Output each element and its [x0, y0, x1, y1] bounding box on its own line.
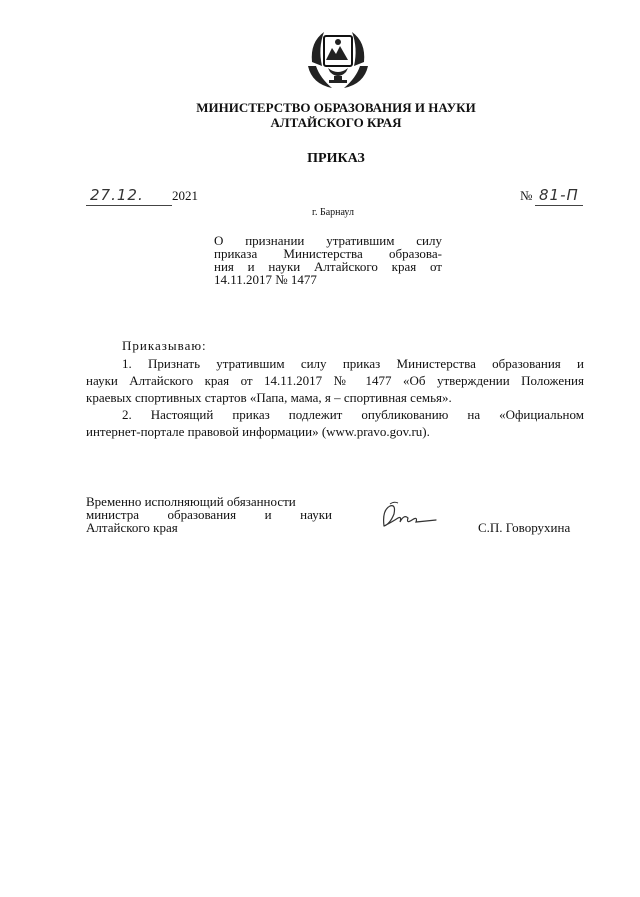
subject-line: О признании утратившим силу: [214, 233, 442, 248]
paragraph-2-line: 2. Настоящий приказ подлежит опубликованию на «Официальном: [122, 407, 584, 422]
subject-line: 14.11.2017 № 1477: [214, 272, 317, 287]
date-field: [86, 185, 172, 206]
date-handwritten: 27.12.: [90, 186, 144, 204]
signatory-title-line: Временно исполняющий обязанности: [86, 494, 296, 509]
city-label: г. Барнаул: [312, 207, 354, 218]
subject-line: ния и науки Алтайского края от: [214, 259, 442, 274]
paragraph-1-line: краевых спортивных стартов «Папа, мама, я – спортивная семья».: [86, 390, 452, 405]
coat-of-arms-icon: [302, 22, 374, 94]
order-intro: Приказываю:: [122, 338, 207, 353]
paragraph-1-line: 1. Признать утратившим силу приказ Министерства образования и: [122, 356, 584, 371]
signatory-title-line: Алтайского края: [86, 520, 178, 535]
number-sign: №: [520, 188, 533, 203]
signatory-title-line: министра образования и науки: [86, 507, 332, 522]
signer-name: С.П. Говорухина: [478, 520, 571, 535]
handwritten-signature-icon: [378, 500, 438, 532]
ministry-name-line1: МИНИСТЕРСТВО ОБРАЗОВАНИЯ И НАУКИ: [196, 100, 476, 115]
number-field: [535, 185, 583, 206]
number-handwritten: 81-П: [539, 186, 579, 204]
subject-line: приказа Министерства образова-: [214, 246, 442, 261]
document-title: ПРИКАЗ: [307, 151, 365, 166]
ministry-name-line2: АЛТАЙСКОГО КРАЯ: [270, 115, 402, 130]
date-year: 2021: [172, 188, 198, 203]
paragraph-1-line: науки Алтайского края от 14.11.2017 № 1477 «Об утверждении Положения: [86, 373, 584, 388]
paragraph-2-line: интернет-портале правовой информации» (www.pravo.gov.ru).: [86, 424, 430, 439]
